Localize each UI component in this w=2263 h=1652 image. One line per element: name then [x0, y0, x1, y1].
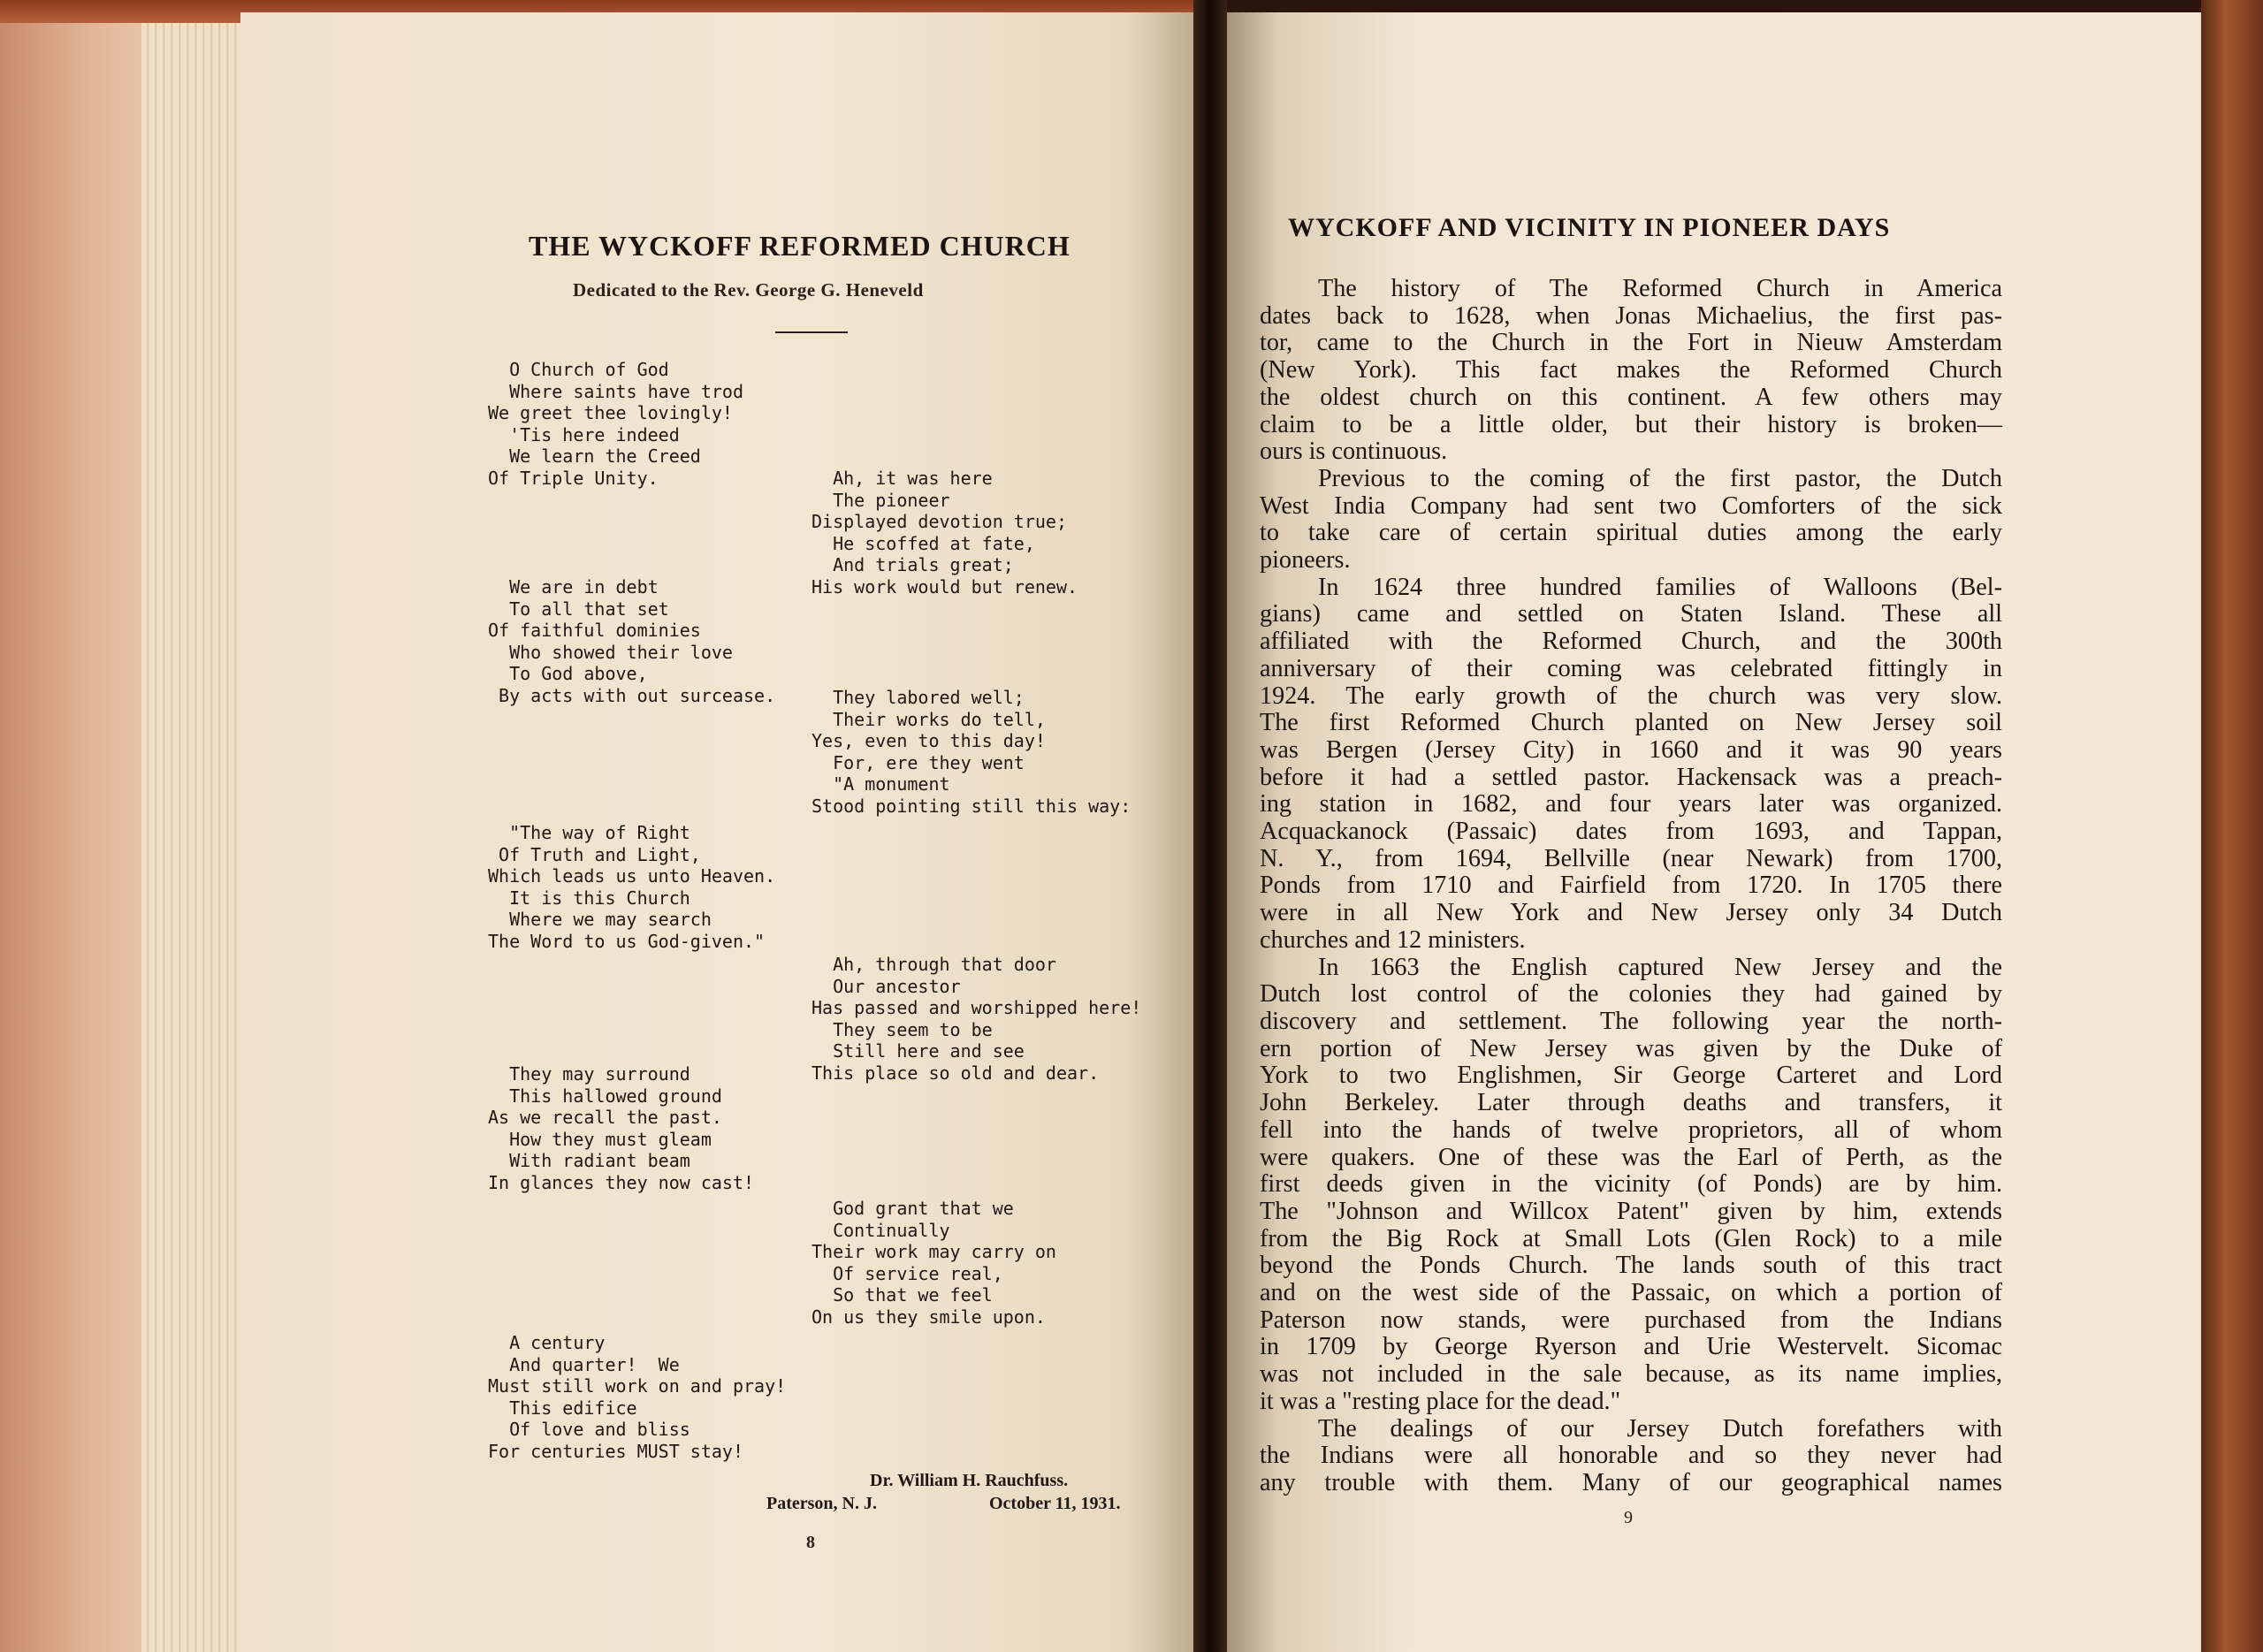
poem-title: THE WYCKOFF REFORMED CHURCH — [529, 230, 1071, 262]
poem-line: In glances they now cast! — [488, 1171, 755, 1193]
page-number-right: 9 — [1624, 1508, 1633, 1527]
poem-stanza-right — [811, 1198, 1056, 1328]
text-line: the oldest church on this continent. A few others may — [1260, 383, 2002, 411]
poem-line: Has passed and worshipped here! — [811, 997, 1142, 1019]
text-line: N. Y., from 1694, Bellville (near Newark) from 1700, — [1260, 844, 2002, 872]
poem-line: This hallowed ground — [488, 1085, 722, 1107]
poem-line: And quarter! We — [488, 1353, 680, 1375]
poem-line: "A monument — [811, 773, 950, 796]
text-line: York to two Englishmen, Sir George Carteret and Lord — [1260, 1062, 2002, 1090]
poem-line: We greet thee lovingly! — [488, 402, 733, 424]
poem-line: They labored well; — [811, 687, 1025, 708]
poem-stanza-left — [488, 359, 743, 490]
poem-line: Continually — [811, 1219, 950, 1241]
poem-line: How they must gleam — [488, 1128, 712, 1150]
poem-line: The Word to us God-given." — [488, 930, 766, 952]
poem-line: Of faithful dominies — [488, 620, 701, 642]
poem-line: "The way of Right — [488, 822, 690, 843]
text-line: were quakers. One of these was the Earl of Perth, as the — [1260, 1143, 2002, 1171]
title-rule — [775, 331, 848, 333]
text-line: Paterson now stands, were purchased from the Indians — [1260, 1306, 2002, 1334]
poem-line: Of love and bliss — [488, 1419, 690, 1441]
poem-stanza-right — [811, 687, 1131, 818]
page-stack-edges — [141, 23, 243, 1652]
poem-line: Must still work on and pray! — [488, 1375, 787, 1397]
poem-line: To all that set — [488, 598, 669, 620]
text-line: ing station in 1682, and four years later was organized. — [1260, 790, 2002, 818]
poem-line: With radiant beam — [488, 1150, 690, 1172]
poem-line: Still here and see — [811, 1040, 1025, 1062]
poem-line: This edifice — [488, 1397, 637, 1419]
poem-line: He scoffed at fate, — [811, 532, 1035, 554]
poem-line: The pioneer — [811, 489, 950, 511]
text-line: from the Big Rock at Small Lots (Glen Rock) to a mile — [1260, 1224, 2002, 1252]
text-line: West India Company had sent two Comforters of the sick — [1260, 491, 2002, 520]
poem-line: Displayed devotion true; — [811, 511, 1067, 533]
text-line: in 1709 by George Ryerson and Urie Westervelt. Sicomac — [1260, 1333, 2002, 1361]
text-line: The "Johnson and Willcox Patent" given by him, extends — [1260, 1197, 2002, 1225]
poem-line: Who showed their love — [488, 641, 733, 663]
text-line: In 1624 three hundred families of Walloons (Bel- — [1318, 573, 2002, 601]
text-line: anniversary of their coming was celebrated fittingly in — [1260, 654, 2002, 682]
poem-line: They seem to be — [811, 1018, 993, 1040]
poem-line: Of Triple Unity. — [488, 467, 659, 489]
text-line: pioneers. — [1260, 546, 1351, 575]
text-line: The history of The Reformed Church in America — [1318, 275, 2002, 302]
poem-line: Of Truth and Light, — [488, 843, 701, 865]
book-gutter — [1193, 0, 1227, 1652]
poem-line: Our ancestor — [811, 975, 961, 997]
text-line: were in all New York and New Jersey only 34 Dutch — [1260, 899, 2002, 927]
text-line: Dutch lost control of the colonies they had gained by — [1260, 980, 2002, 1009]
poem-line: O Church of God — [488, 359, 669, 380]
poem-stanza-right — [811, 954, 1141, 1085]
poem-line: For centuries MUST stay! — [488, 1440, 743, 1462]
text-line: it was a "resting place for the dead." — [1260, 1387, 1621, 1415]
poem-line: Their work may carry on — [811, 1241, 1056, 1263]
book-cover-right — [2201, 0, 2263, 1652]
text-line: Ponds from 1710 and Fairfield from 1720. In 1705 there — [1260, 872, 2002, 900]
poem-line: This place so old and dear. — [811, 1062, 1100, 1084]
poem-stanza-left — [488, 576, 775, 707]
poem-line: Yes, even to this day! — [811, 730, 1046, 752]
poem-line: His work would but renew. — [811, 575, 1078, 598]
poem-stanza-left — [488, 1332, 786, 1463]
poem-dedication: Dedicated to the Rev. George G. Heneveld — [573, 279, 924, 301]
text-line: fell into the hands of twelve proprietors, all of whom — [1260, 1115, 2002, 1144]
text-line: ern portion of New Jersey was given by the Duke of — [1260, 1034, 2002, 1062]
poem-author: Dr. William H. Rauchfuss. — [870, 1471, 1069, 1490]
text-line: discovery and settlement. The following year the north- — [1260, 1007, 2002, 1035]
poem-line: As we recall the past. — [488, 1107, 722, 1129]
poem-stanza-left — [488, 822, 775, 953]
poem-line: Ah, it was here — [811, 468, 993, 489]
poem-line: By acts with out surcease. — [488, 684, 776, 706]
text-line: any trouble with them. Many of our geographical names — [1260, 1468, 2002, 1496]
text-line: (New York). This fact makes the Reformed Church — [1260, 356, 2002, 384]
poem-line: For, ere they went — [811, 751, 1025, 773]
text-line: churches and 12 ministers. — [1260, 925, 1526, 954]
text-line: and on the west side of the Passaic, on which a portion of — [1260, 1279, 2002, 1307]
poem-stanza-right — [811, 468, 1078, 598]
text-line: Previous to the coming of the first pastor, the Dutch — [1318, 464, 2002, 492]
text-line: first deeds given in the vicinity (of Ponds) are by him. — [1260, 1170, 2002, 1199]
text-line: tor, came to the Church in the Fort in Nieuw Amsterdam — [1260, 329, 2002, 357]
page-number-left: 8 — [806, 1533, 815, 1552]
text-line: claim to be a little older, but their history is broken— — [1260, 410, 2002, 438]
chapter-body — [1260, 276, 2002, 1497]
text-line: John Berkeley. Later through deaths and transfers, it — [1260, 1089, 2002, 1117]
poem-line: Ah, through that door — [811, 954, 1056, 975]
text-line: The dealings of our Jersey Dutch forefathers with — [1318, 1414, 2002, 1443]
poem-line: Stood pointing still this way: — [811, 795, 1132, 817]
text-line: gians) came and settled on Staten Island. These all — [1260, 600, 2002, 628]
text-line: affiliated with the Reformed Church, and the 300th — [1260, 628, 2002, 656]
poem-line: God grant that we — [811, 1198, 1014, 1219]
text-line: 1924. The early growth of the church was very slow. — [1260, 681, 2002, 710]
poem-line: On us they smile upon. — [811, 1306, 1046, 1328]
text-line: ours is continuous. — [1260, 438, 1448, 466]
chapter-title: WYCKOFF AND VICINITY IN PIONEER DAYS — [1288, 213, 1891, 242]
poem-line: Their works do tell, — [811, 708, 1046, 730]
text-line: was Bergen (Jersey City) in 1660 and it was 90 years — [1260, 735, 2002, 764]
poem-date: October 11, 1931. — [989, 1494, 1121, 1513]
poem-line: Of service real, — [811, 1262, 1003, 1284]
poem-line: They may surround — [488, 1063, 690, 1085]
poem-line: Where saints have trod — [488, 380, 743, 402]
poem-line: It is this Church — [488, 887, 690, 909]
text-line: was not included in the sale because, as its name implies, — [1260, 1360, 2002, 1389]
text-line: dates back to 1628, when Jonas Michaelius, the first pas- — [1260, 301, 2002, 330]
poem-line: Where we may search — [488, 909, 712, 931]
text-line: the Indians were all honorable and so they never had — [1260, 1442, 2002, 1470]
text-line: before it had a settled pastor. Hackensack was a preach- — [1260, 763, 2002, 791]
poem-line: 'Tis here indeed — [488, 423, 680, 445]
text-line: Acquackanock (Passaic) dates from 1693, and Tappan, — [1260, 818, 2002, 846]
poem-stanza-left — [488, 1063, 754, 1194]
poem-line: We learn the Creed — [488, 445, 701, 468]
poem-line: So that we feel — [811, 1284, 993, 1306]
poem-line: Which leads us unto Heaven. — [488, 865, 776, 887]
poem-line: And trials great; — [811, 554, 1014, 576]
text-line: The first Reformed Church planted on New Jersey soil — [1260, 709, 2002, 737]
text-line: beyond the Ponds Church. The lands south of this tract — [1260, 1252, 2002, 1280]
poem-place: Paterson, N. J. — [766, 1494, 877, 1513]
text-line: In 1663 the English captured New Jersey and the — [1318, 953, 2002, 981]
text-line: to take care of certain spiritual duties among the early — [1260, 519, 2002, 547]
poem-line: To God above, — [488, 663, 648, 685]
poem-line: A century — [488, 1332, 606, 1353]
poem-line: We are in debt — [488, 576, 659, 598]
